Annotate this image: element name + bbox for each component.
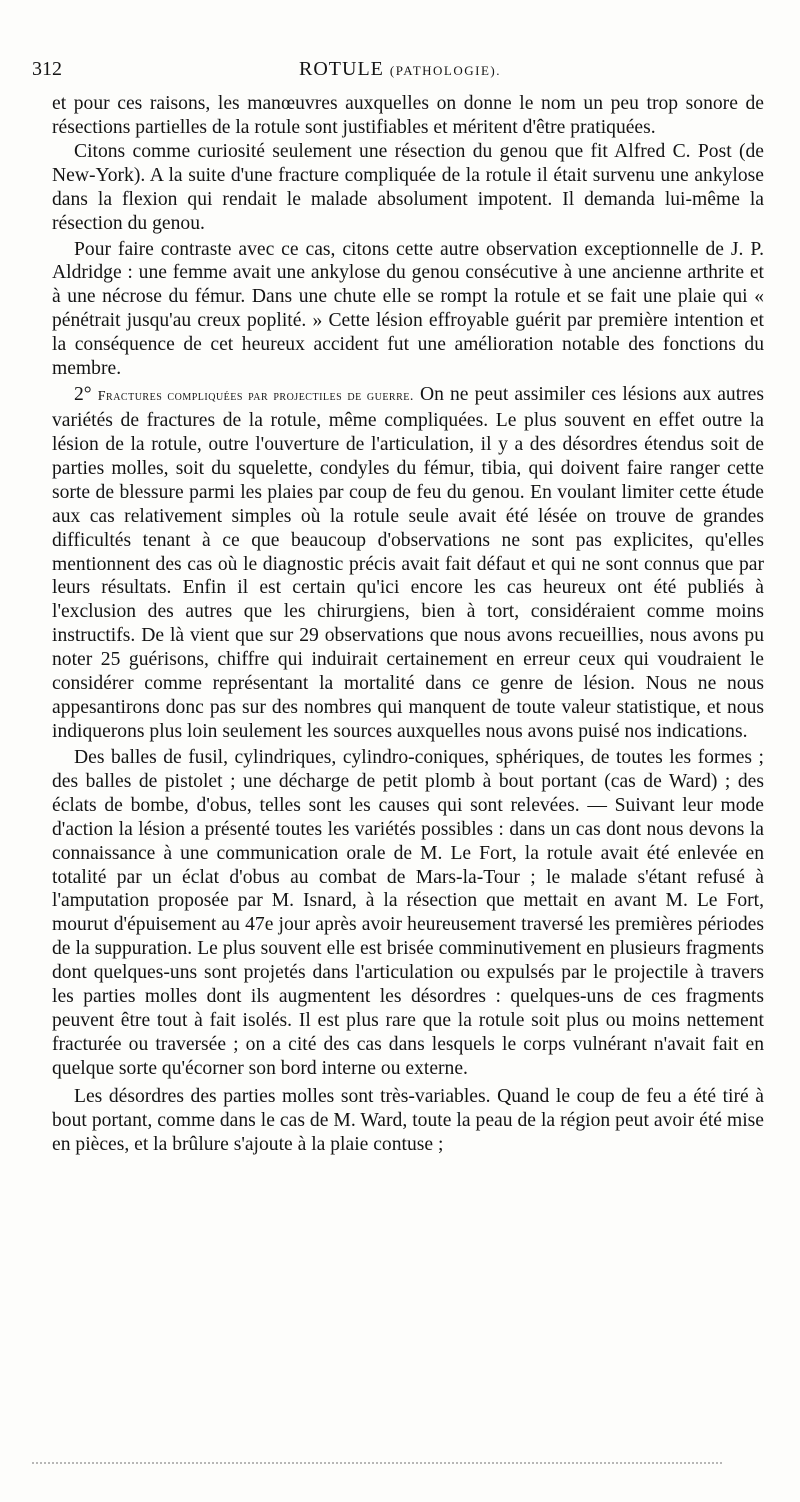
page-header xyxy=(32,58,768,88)
section-war-projectiles xyxy=(52,383,764,744)
paragraph-aldridge: Pour faire contraste avec ce cas, citons cette autre observation exceptionnelle de J. P. Aldridge : une femme avait une ankylose du genou consécutive à une ancienne arthrite et à une nécrose du fémur. Dans une chute elle se rompt la rotule et se fait une plaie qui « pénétrait jusqu'au creux poplité. » Cette lésion effroyable guérit par première intention et la conséquence de cet heureux accident fut une amélioration notable des fonctions du membre. xyxy=(52,238,764,380)
page-number: 312 xyxy=(32,58,62,80)
running-head-subtitle: (PATHOLOGIE). xyxy=(389,63,501,78)
section-text: On ne peut assimiler ces lésions aux autres variétés de fractures de la rotule, même compliquées. Le plus souvent en effet outre la lésion de la rotule, outre l'ouverture de l'articulation, il y a des désordres étendus soit de parties molles, soit du squelette, condyles du fémur, tibia, qui doivent faire ranger cette sorte de blessure parmi les plaies par coup de feu du genou. En voulant limiter cette étude aux cas relativement simples où la rotule seule avait été lésée on trouve de grandes difficultés tenant à ce que beaucoup d'observations ne sont pas explicites, qu'elles mentionnent des cas où le diagnostic précis avait fait défaut et qui ne sont connus que par leurs résultats. Enfin il est certain qu'ici encore les cas heureux ont été publiés à l'exclusion des autres que les chirurgiens, bien à tort, considéraient comme moins instructifs. De là vient que sur 29 observations que nous avons recueillies, nous avons pu noter 25 guérisons, chiffre qui induirait certainement en erreur ceux qui voudraient le considérer comme représentant la mortalité dans ce genre de lésion. Nous ne nous appesantirons donc pas sur des nombres qui manquent de toute valeur statistique, et nous indiquerons plus loin seulement les sources auxquelles nous avons puisé nos indications. xyxy=(52,384,764,742)
section-heading: Fractures compliquées par projectiles de guerre. xyxy=(97,389,414,405)
footer-dotted-rule xyxy=(32,1462,722,1464)
section-number: 2° xyxy=(74,384,92,406)
paragraph-soft-tissue: Les désordres des parties molles sont très-variables. Quand le coup de feu a été tiré à bout portant, comme dans le cas de M. Ward, toute la peau de la région peut avoir été mise en pièces, et la brûlure s'ajoute à la plaie contuse ; xyxy=(52,1085,764,1155)
paragraph-continued: et pour ces raisons, les manœuvres auxquelles on donne le nom un peu trop sonore de résections partielles de la rotule sont justifiables et méritent d'être pratiquées. xyxy=(52,93,764,138)
paragraph-post-resection: Citons comme curiosité seulement une résection du genou que fit Alfred C. Post (de New-York). A la suite d'une fracture compliquée de la rotule il était survenu une ankylose dans la flexion qui rendait le malade absolument impotent. Il demanda lui-même la résection du genou. xyxy=(52,140,764,234)
paragraph-projectile-causes: Des balles de fusil, cylindriques, cylindro-coniques, sphériques, de toutes les formes ; des balles de pistolet ; une décharge de petit plomb à bout portant (cas de Ward) ; des éclats de bombe, d'obus, telles sont les causes qui sont relevées. — Suivant leur mode d'action la lésion a présenté toutes les variétés possibles : dans un cas dont nous devons la connaissance à une communication orale de M. Le Fort, la rotule avait été enlevée en totalité par un éclat d'obus au combat de Mars-la-Tour ; le malade s'étant refusé à l'amputation proposée par M. Isnard, à la résection que mettait en avant M. Le Fort, mourut d'épuisement au 47e jour après avoir heureusement traversé les premières périodes de la suppuration. Le plus souvent elle est brisée comminutivement en plusieurs fragments dont quelques-uns sont projetés dans l'articulation ou expulsés par le projectile à travers les parties molles dont ils augmentent les désordres : quelques-uns de ces fragments peuvent être tout à fait isolés. Il est plus rare que la rotule soit plus ou moins nettement fracturée ou traversée ; on a cité des cas dans lesquels le corps vulnérant n'avait fait en quelque sorte qu'écorner son bord interne ou externe. xyxy=(52,746,764,1079)
body-text xyxy=(52,92,764,1157)
running-head xyxy=(32,58,768,81)
running-head-title: ROTULE xyxy=(299,58,384,80)
